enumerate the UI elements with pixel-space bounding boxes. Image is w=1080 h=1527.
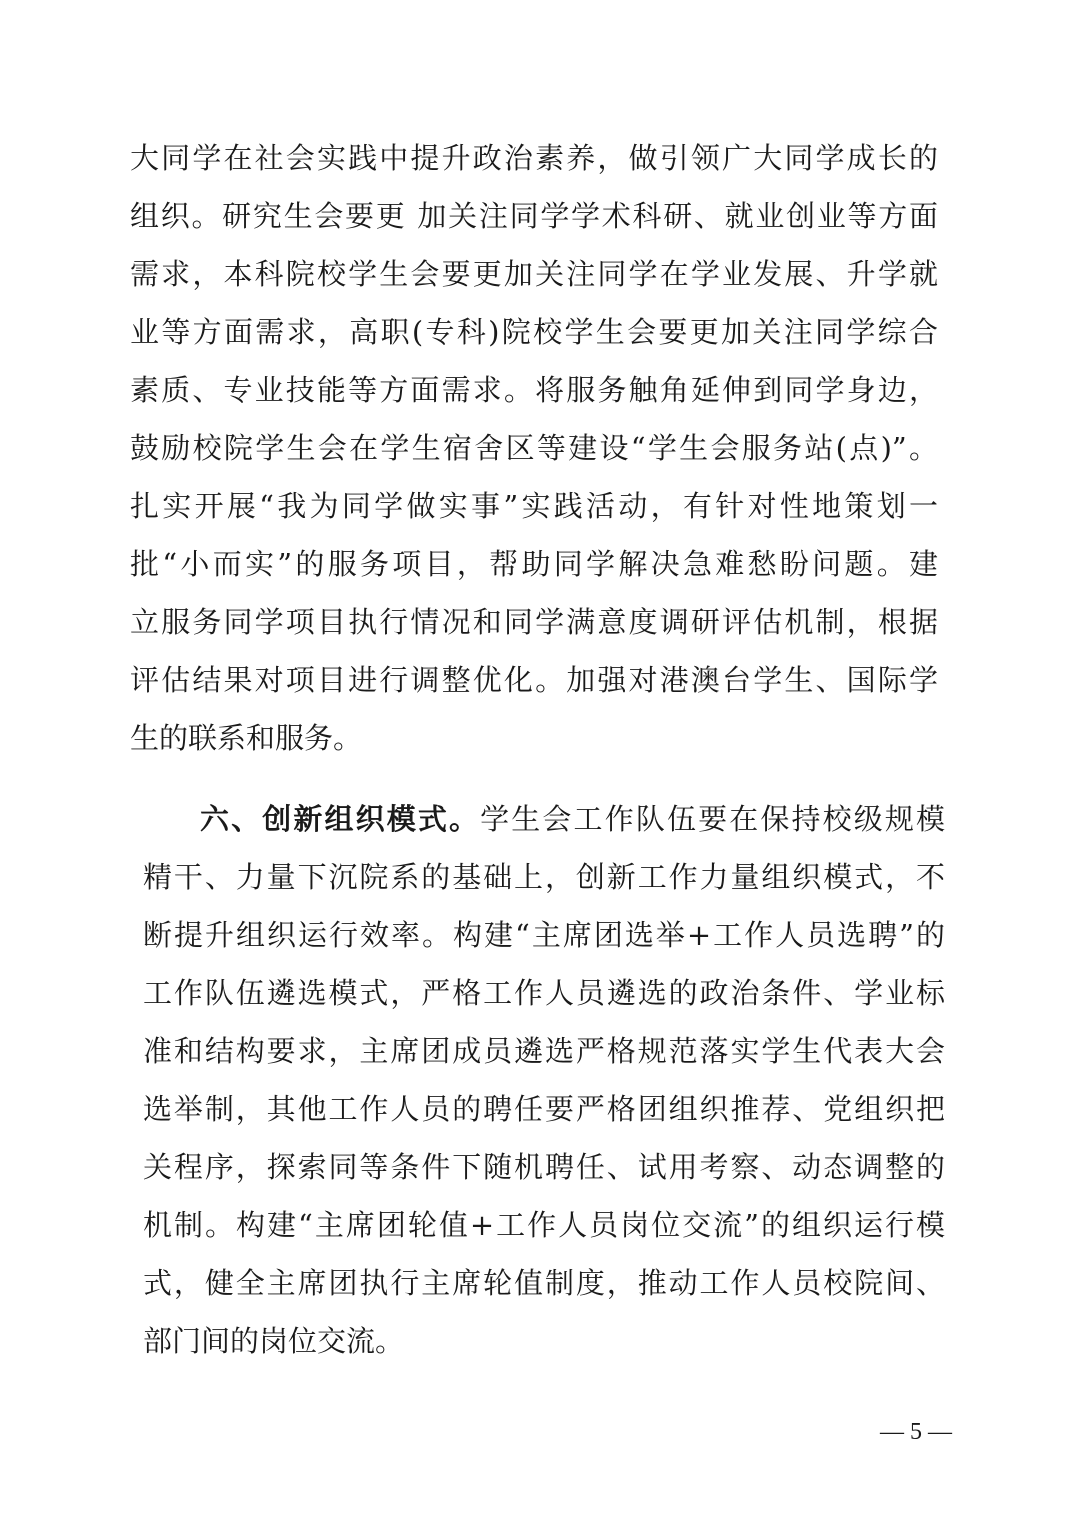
text-line: 生的联系和服务。 [130,721,363,755]
section-heading: 六、创新组织模式。 [200,802,481,836]
text-line: 工作队伍遴选模式，严格工作人员遴选的政治条件、学业标 [143,976,945,1010]
text-line: 部门间的岗位交流。 [143,1324,405,1358]
text-line: 机制。构建“主席团轮值+工作人员岗位交流”的组织运行模 [143,1208,945,1242]
text-line: 大同学在社会实践中提升政治素养，做引领广大同学成长的 [130,141,938,175]
text-line: 扎实开展“我为同学做实事”实践活动，有针对性地策划一 [130,489,938,523]
text-line: 立服务同学项目执行情况和同学满意度调研评估机制，根据 [130,605,938,639]
text-line: 业等方面需求，高职(专科)院校学生会要更加关注同学综合 [130,315,938,349]
paragraph-first-line [200,799,945,839]
text-line: 选举制，其他工作人员的聘任要严格团组织推荐、党组织把 [143,1092,945,1126]
text-line: 准和结构要求，主席团成员遴选严格规范落实学生代表大会 [143,1034,945,1068]
text-line: 素质、专业技能等方面需求。将服务触角延伸到同学身边， [130,373,938,407]
page-number: — 5 — [880,1419,952,1445]
text-line: 关程序，探索同等条件下随机聘任、试用考察、动态调整的 [143,1150,945,1184]
text-line: 需求，本科院校学生会要更加关注同学在学业发展、升学就 [130,257,938,291]
text-span: 学生会工作队伍要在保持校级规模 [480,802,945,836]
text-line: 评估结果对项目进行调整优化。加强对港澳台学生、国际学 [130,663,938,697]
text-line: 批“小而实”的服务项目，帮助同学解决急难愁盼问题。建 [130,547,938,581]
text-line: 式，健全主席团执行主席轮值制度，推动工作人员校院间、 [143,1266,945,1300]
text-line: 精干、力量下沉院系的基础上，创新工作力量组织模式，不 [143,860,945,894]
text-line: 断提升组织运行效率。构建“主席团选举+工作人员选聘”的 [143,918,945,952]
text-line: 组织。研究生会要更 加关注同学学术科研、就业创业等方面 [130,199,938,233]
text-line: 鼓励校院学生会在学生宿舍区等建设“学生会服务站(点)”。 [130,431,938,465]
